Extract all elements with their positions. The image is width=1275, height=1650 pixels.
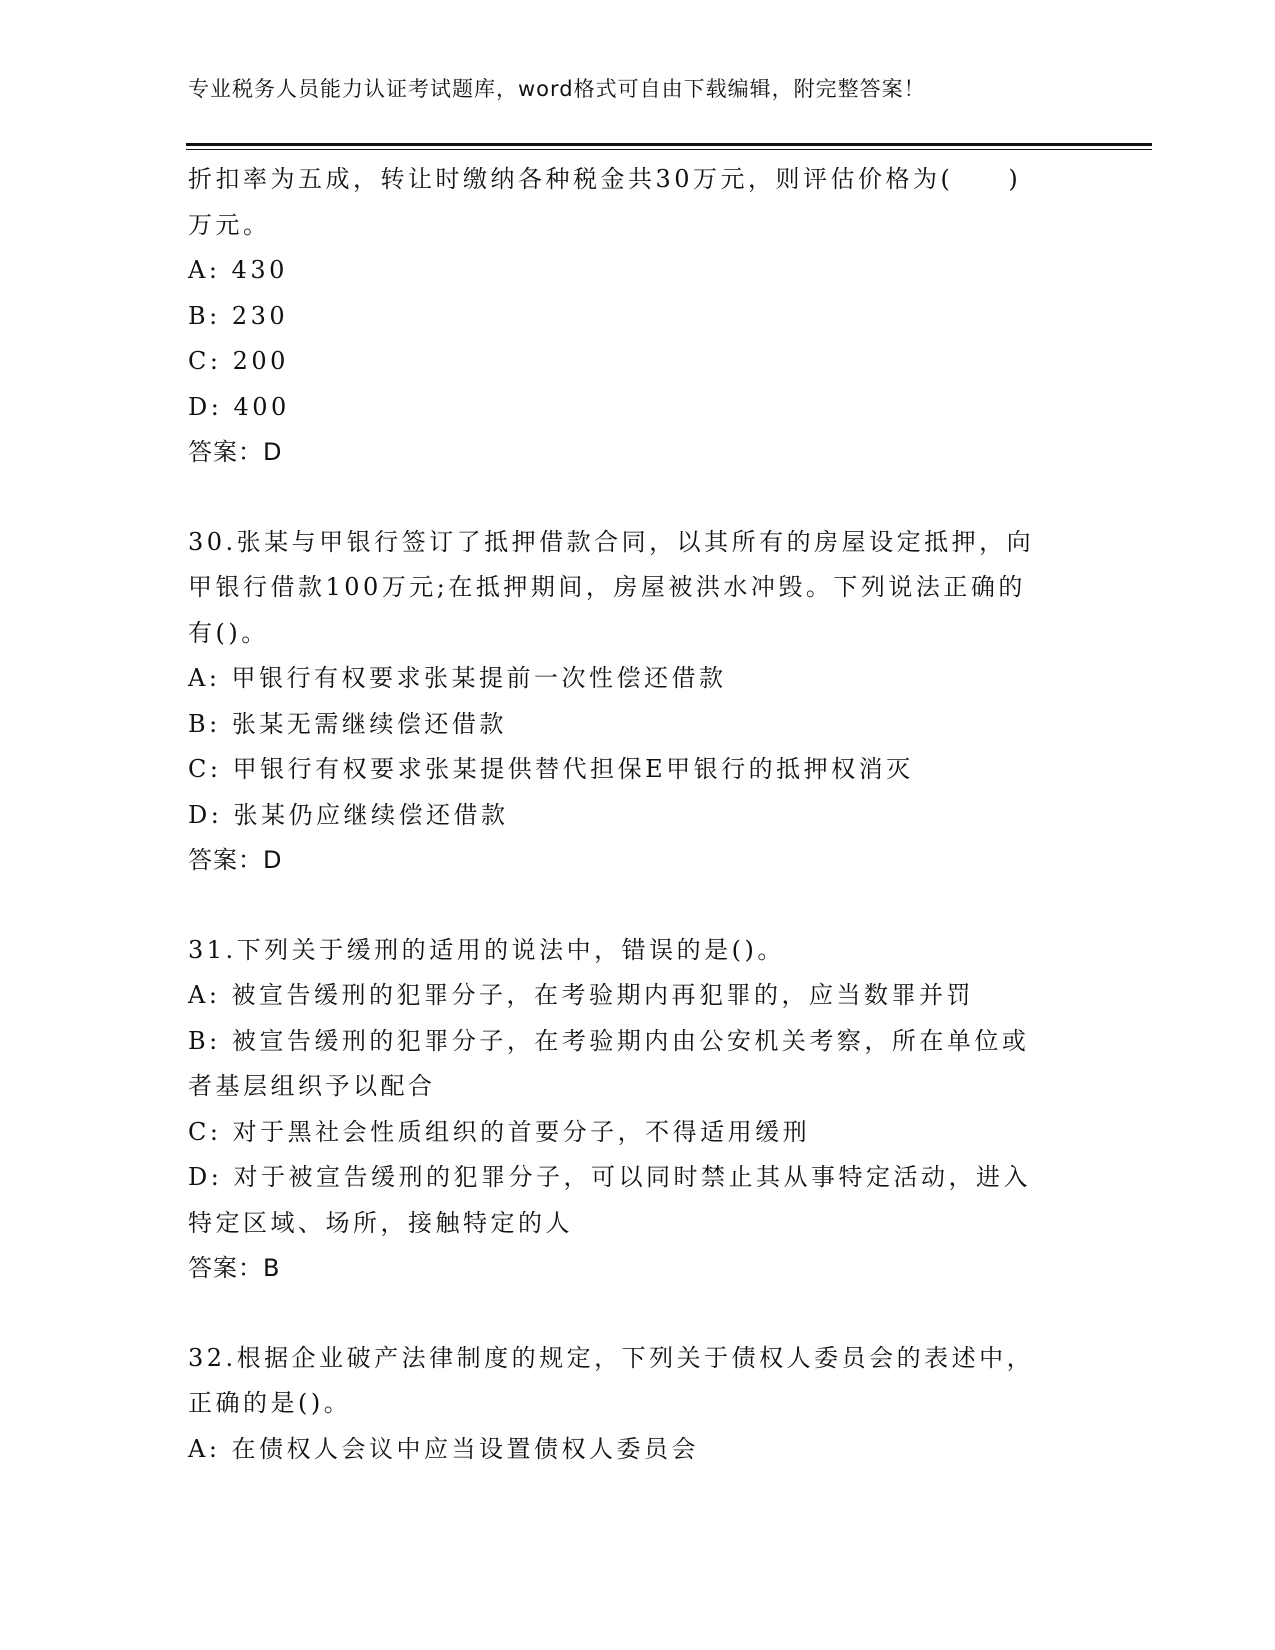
question-text-line: 折扣率为五成，转让时缴纳各种税金共30万元，则评估价格为( ) [188,165,1022,193]
question-block [188,1336,1088,1473]
header-rule-thin [186,149,1152,150]
option-c: C: 甲银行有权要求张某提供替代担保E甲银行的抵押权消灭 [188,755,914,783]
question-list [188,157,1088,1472]
option-b: B: 张某无需继续偿还借款 [188,709,507,738]
answer-line: 答案：D [188,846,283,874]
header-rule-thick [186,143,1152,146]
option-d: D: 400 [188,392,290,421]
option-a: A: 甲银行有权要求张某提前一次性偿还借款 [188,664,727,692]
answer-line: 答案：B [188,1254,281,1282]
answer-line: 答案：D [188,438,283,466]
option-d: D: 张某仍应继续偿还借款 [188,800,509,829]
block-spacer [188,884,1088,928]
question-text-line: 万元。 [188,210,271,239]
question-text-line: 有()。 [188,618,269,647]
option-d: D: 对于被宣告缓刑的犯罪分子，可以同时禁止其从事特定活动，进入 [188,1163,1031,1191]
question-block [188,520,1088,884]
question-text-line: 32.根据企业破产法律制度的规定，下列关于债权人委员会的表述中， [188,1343,1035,1372]
option-a: A: 在债权人会议中应当设置债权人委员会 [188,1434,700,1463]
question-text-line: 31.下列关于缓刑的适用的说法中，错误的是()。 [188,935,785,964]
option-d-continued: 特定区域、场所，接触特定的人 [188,1208,573,1237]
question-text-line: 正确的是()。 [188,1389,352,1417]
option-c: C: 对于黑社会性质组织的首要分子，不得适用缓刑 [188,1117,811,1146]
question-block [188,157,1088,476]
question-text-line: 30.张某与甲银行签订了抵押借款合同，以其所有的房屋设定抵押，向 [188,527,1035,556]
option-a: A: 被宣告缓刑的犯罪分子，在考验期内再犯罪的，应当数罪并罚 [188,981,975,1009]
page-header: 专业税务人员能力认证考试题库，word格式可自由下载编辑，附完整答案！ [188,77,926,101]
option-b: B: 230 [188,301,289,330]
option-a: A: 430 [188,256,288,284]
block-spacer [188,476,1088,520]
option-b: B: 被宣告缓刑的犯罪分子，在考验期内由公安机关考察，所在单位或 [188,1026,1030,1055]
question-text-line: 甲银行借款100万元;在抵押期间，房屋被洪水冲毁。下列说法正确的 [188,573,1026,601]
question-block [188,928,1088,1292]
block-spacer [188,1292,1088,1336]
option-b-continued: 者基层组织予以配合 [188,1072,436,1100]
option-c: C: 200 [188,347,289,375]
